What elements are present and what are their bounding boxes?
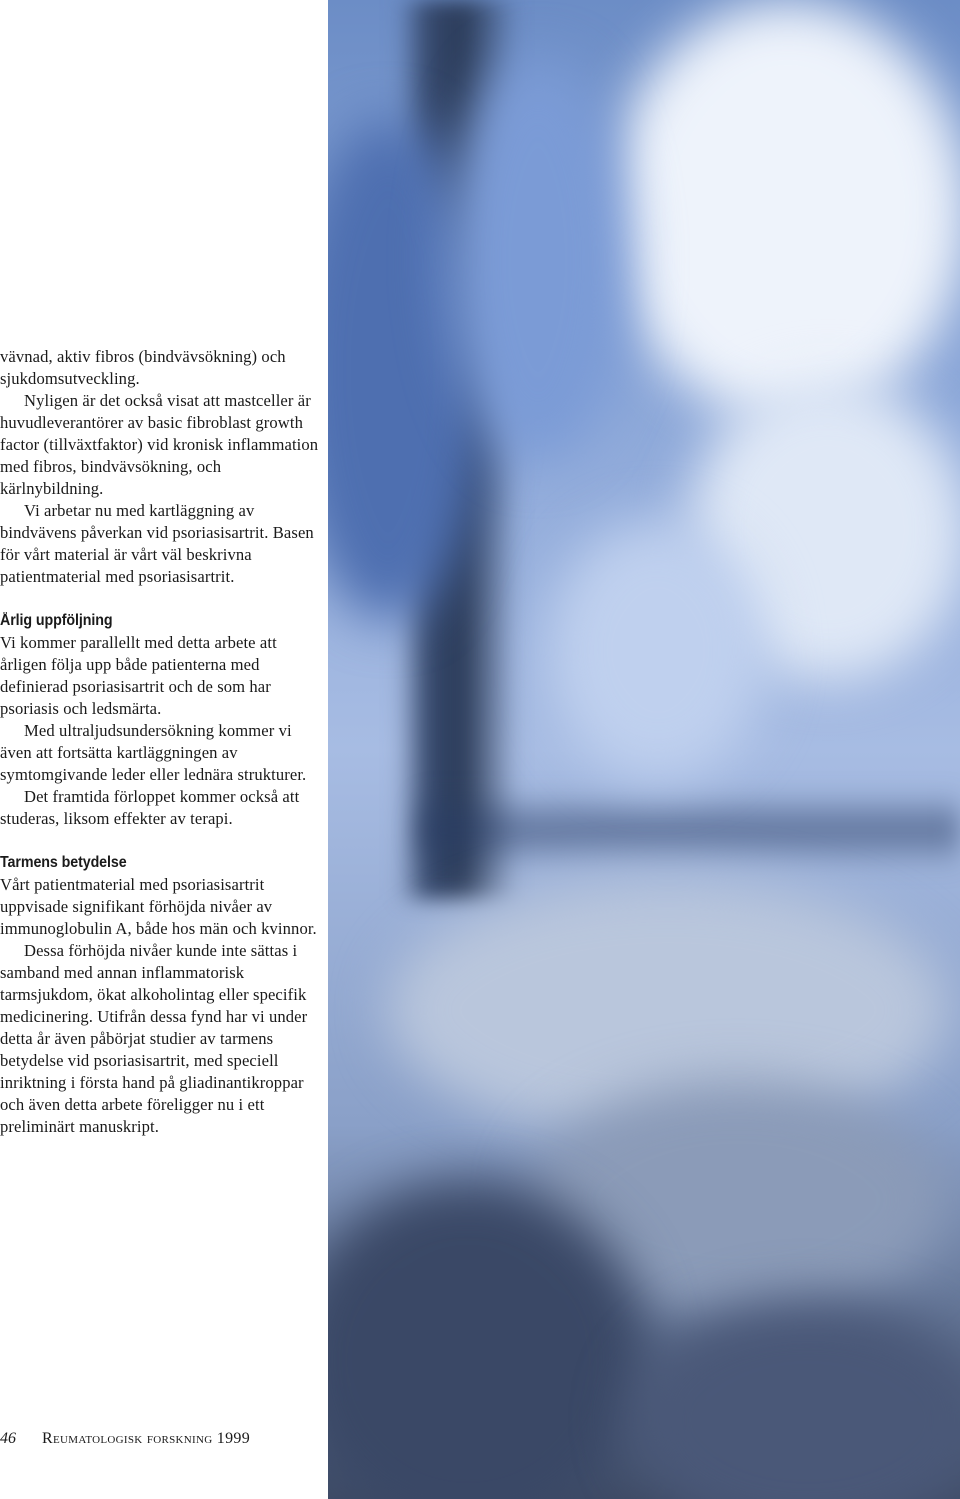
shadow-blob	[628, 1300, 960, 1499]
paragraph: Vi arbetar nu med kartläggning av bindvävens påverkan vid psoriasisartrit. Basen för vårt material är vårt väl beskrivna patientmaterial med psoriasisartrit.	[0, 501, 314, 586]
text-column	[0, 346, 320, 1138]
decorative-photo	[328, 0, 960, 1499]
highlight-blob	[548, 520, 768, 780]
section-heading: Årlig uppföljning	[0, 612, 113, 629]
page-footer	[0, 1428, 320, 1450]
paragraph: Vi kommer parallellt med detta arbete att årligen följa upp både patienterna med definierad psoriasisartrit och de som har psoriasis och ledsmärta.	[0, 633, 277, 718]
paragraph: Vårt patientmaterial med psoriasisartrit uppvisade signifikant förhöjda nivåer av immunoglobulin A, både hos män och kvinnor.	[0, 875, 317, 938]
paragraph: Nyligen är det också visat att mastceller är huvudleverantörer av basic fibroblast growth factor (tillväxtfaktor) vid kronisk inflammation med fibros, bindvävsökning, och kärlnybildning.	[0, 391, 319, 498]
paragraph: Det framtida förloppet kommer också att studeras, liksom effekter av terapi.	[0, 787, 300, 828]
paragraph: vävnad, aktiv fibros (bindvävsökning) och sjukdomsutveckling.	[0, 347, 286, 388]
mid-blob	[448, 60, 628, 460]
journal-title: Reumatologisk forskning 1999	[42, 1430, 250, 1447]
paragraph: Dessa förhöjda nivåer kunde inte sättas i samband med annan inflammatorisk tarmsjukdom, ökat alkoholintag eller specifik medicinering. Utifrån dessa fynd har vi under detta år även påbörjat studier av tarmens betydelse vid psoriasisartrit, med speciell inriktning i första hand på gliadinantikroppar och även detta arbete föreligger nu i ett preliminärt manuskript.	[0, 941, 308, 1136]
sill-shape	[418, 790, 960, 870]
page-number: 46	[0, 1430, 16, 1447]
highlight-blob	[608, 0, 960, 420]
section-heading: Tarmens betydelse	[0, 854, 127, 871]
paragraph: Med ultraljudsundersökning kommer vi även att fortsätta kartläggningen av symtomgivande leder eller lednära strukturer.	[0, 721, 307, 784]
